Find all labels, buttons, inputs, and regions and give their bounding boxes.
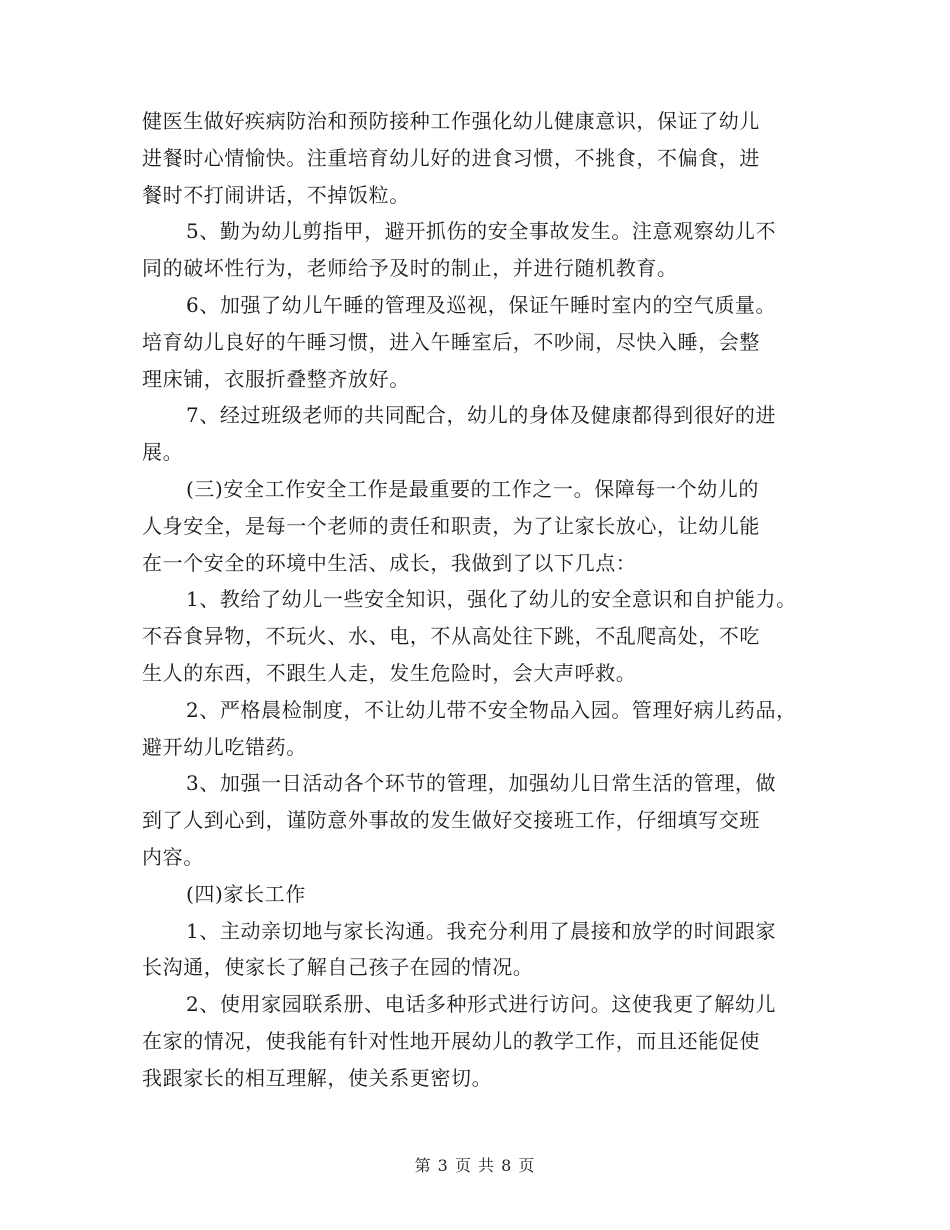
text-line: 培育幼儿良好的午睡习惯，进入午睡室后，不吵闹，尽快入睡，会整 <box>142 329 760 354</box>
text-line: 进餐时心情愉快。注重培育幼儿好的进食习惯，不挑食，不偏食，进 <box>142 145 760 170</box>
text-line: 在一个安全的环境中生活、成长，我做到了以下几点： <box>142 550 637 575</box>
text-line: 展。 <box>142 440 184 465</box>
text-line: 不吞食异物，不玩火、水、电，不从高处往下跳，不乱爬高处，不吃 <box>142 624 760 649</box>
text-line: 6、加强了幼儿午睡的管理及巡视，保证午睡时室内的空气质量。 <box>186 292 777 317</box>
text-line: 内容。 <box>142 844 204 869</box>
text-line: 同的破坏性行为，老师给予及时的制止，并进行随机教育。 <box>142 256 678 281</box>
text-line: 5、勤为幼儿剪指甲，避开抓伤的安全事故发生。注意观察幼儿不 <box>186 219 777 244</box>
text-line: 我跟家长的相互理解，使关系更密切。 <box>142 1065 493 1090</box>
text-line: 7、经过班级老师的共同配合，幼儿的身体及健康都得到很好的进 <box>186 403 777 428</box>
text-line: (四)家长工作 <box>186 881 306 906</box>
text-line: 2、严格晨检制度，不让幼儿带不安全物品入园。管理好病儿药品， <box>186 697 797 722</box>
text-line: 餐时不打闹讲话，不掉饭粒。 <box>142 182 410 207</box>
text-line: 2、使用家园联系册、电话多种形式进行访问。这使我更了解幼儿 <box>186 992 777 1017</box>
text-line: 长沟通，使家长了解自己孩子在园的情况。 <box>142 955 534 980</box>
text-line: 3、加强一日活动各个环节的管理，加强幼儿日常生活的管理，做 <box>186 771 777 796</box>
page-footer: 第 3 页 共 8 页 <box>414 1156 536 1175</box>
text-line: 健医生做好疾病防治和预防接种工作强化幼儿健康意识，保证了幼儿 <box>142 109 760 133</box>
text-line: 人身安全，是每一个老师的责任和职责，为了让家长放心，让幼儿能 <box>142 513 760 538</box>
text-line: 生人的东西，不跟生人走，发生危险时，会大声呼救。 <box>142 660 637 685</box>
document-body <box>142 103 822 1097</box>
text-line: 在家的情况，使我能有针对性地开展幼儿的教学工作，而且还能促使 <box>142 1028 760 1053</box>
text-line: 理床铺，衣服折叠整齐放好。 <box>142 366 410 391</box>
text-line: 避开幼儿吃错药。 <box>142 734 307 759</box>
text-line: 到了人到心到，谨防意外事故的发生做好交接班工作，仔细填写交班 <box>142 808 760 833</box>
text-line: (三)安全工作安全工作是最重要的工作之一。保障每一个幼儿的 <box>186 476 760 501</box>
text-line: 1、主动亲切地与家长沟通。我充分利用了晨接和放学的时间跟家 <box>186 918 777 943</box>
text-line: 1、教给了幼儿一些安全知识，强化了幼儿的安全意识和自护能力。 <box>186 587 797 612</box>
